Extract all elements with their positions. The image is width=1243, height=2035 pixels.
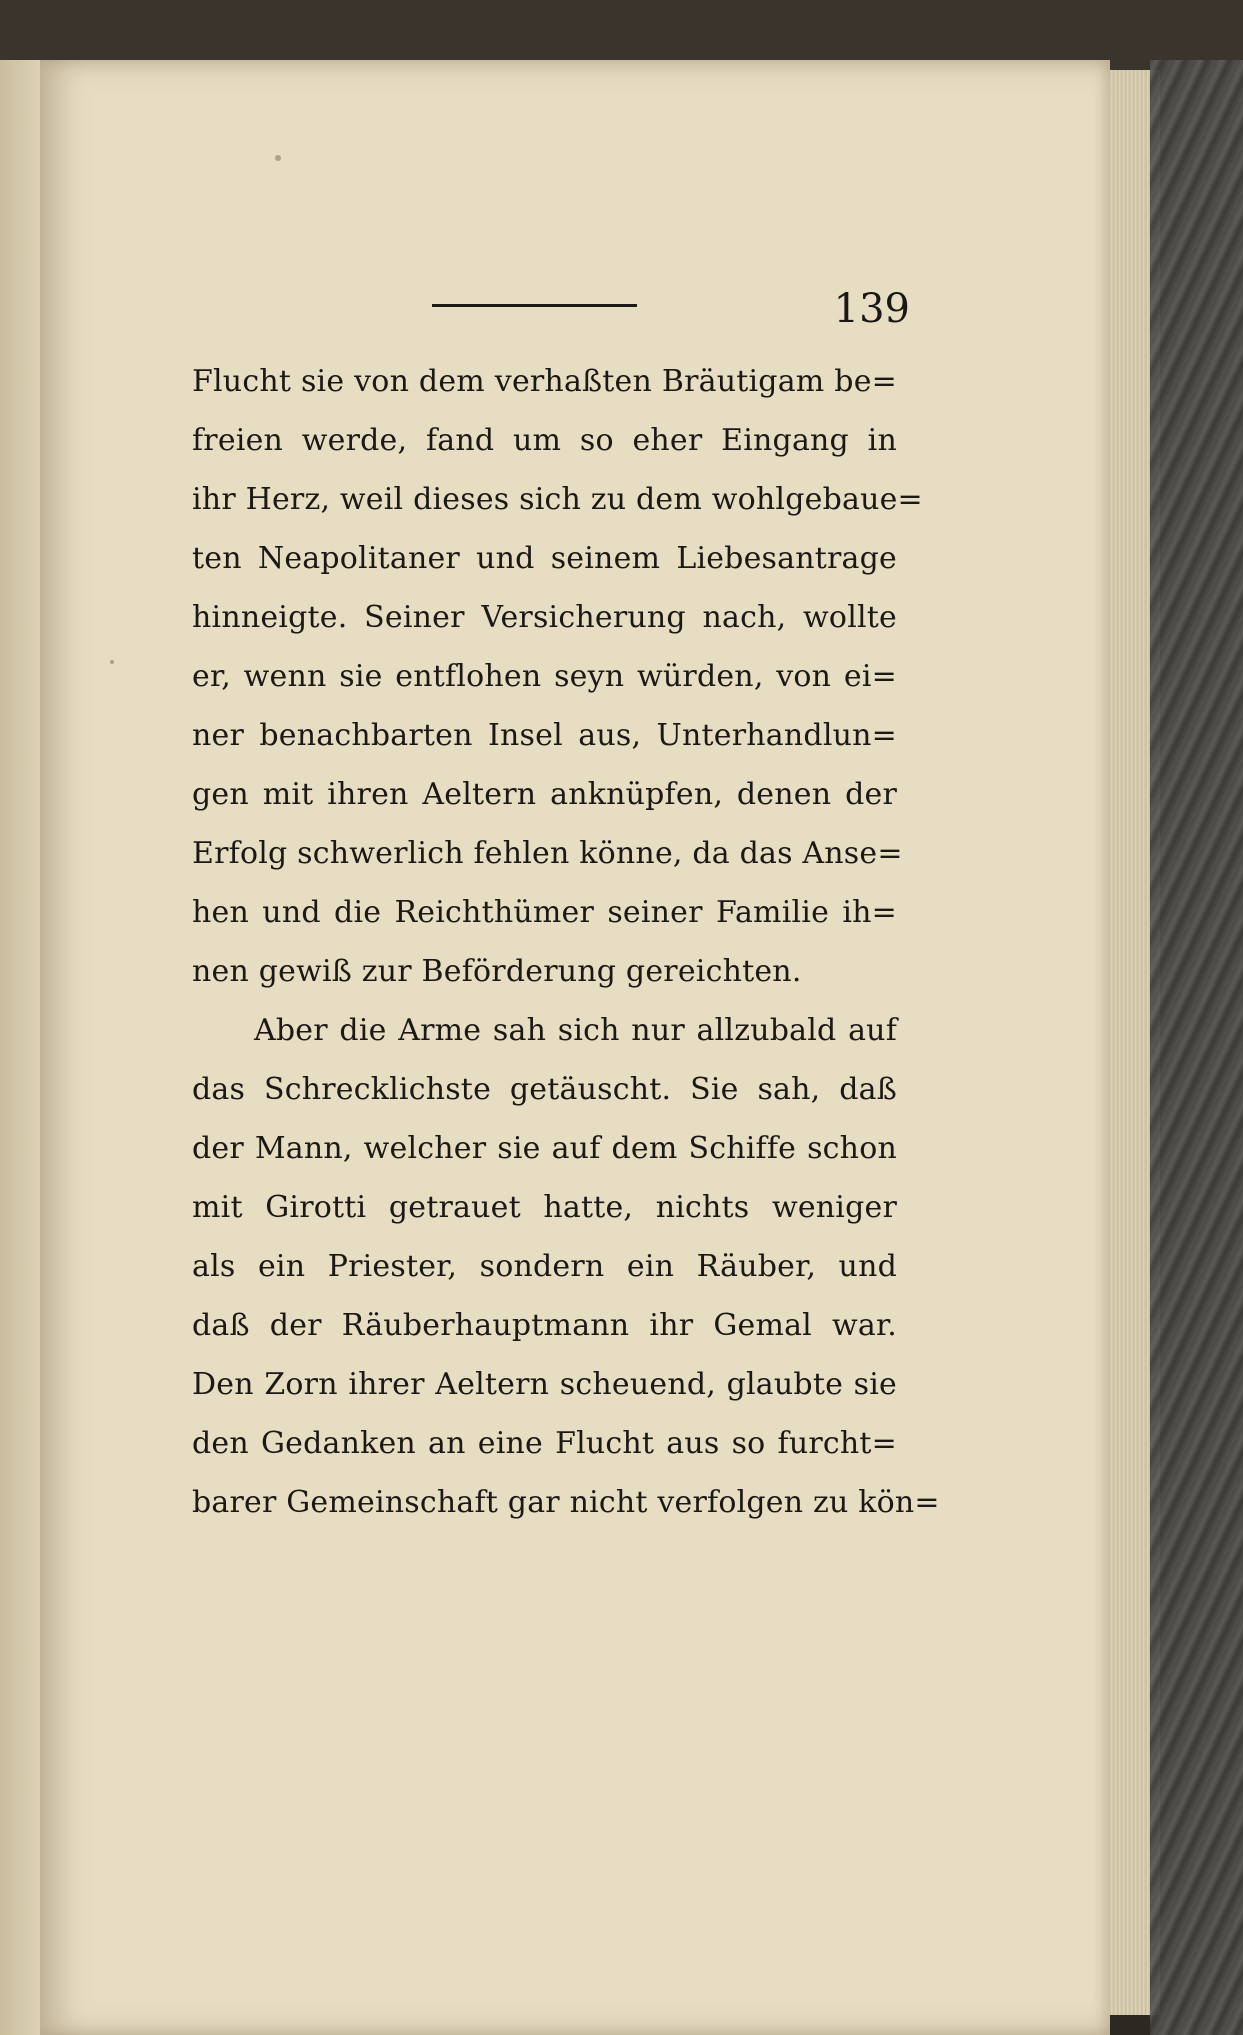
text-line: gen mit ihren Aeltern anknüpfen, denen der <box>192 777 897 812</box>
left-page-edge <box>0 60 40 2035</box>
text-line: barer Gemeinschaft gar nicht verfolgen zu kön= <box>192 1485 940 1520</box>
paper-speck <box>275 155 281 161</box>
text-line: Aber die Arme sah sich nur allzubald auf <box>254 1013 897 1048</box>
header-rule <box>432 304 637 307</box>
text-line: nen gewiß zur Beförderung gereichten. <box>192 954 802 989</box>
text-line: Erfolg schwerlich fehlen könne, da das Anse= <box>192 836 903 871</box>
page-text <box>192 352 940 1532</box>
text-line: hen und die Reichthümer seiner Familie ih= <box>192 895 897 930</box>
text-line: ner benachbarten Insel aus, Unterhandlun= <box>192 718 897 753</box>
text-line: das Schrecklichste getäuscht. Sie sah, daß <box>192 1072 897 1107</box>
paper-speck <box>110 660 114 664</box>
text-line: ten Neapolitaner und seinem Liebesantrage <box>192 541 897 576</box>
text-line: der Mann, welcher sie auf dem Schiffe schon <box>192 1131 897 1166</box>
text-line: als ein Priester, sondern ein Räuber, und <box>192 1249 897 1284</box>
page-number: 139 <box>833 286 910 332</box>
text-line: daß der Räuberhauptmann ihr Gemal war. <box>192 1308 897 1343</box>
text-line: ihr Herz, weil dieses sich zu dem wohlgebaue= <box>192 482 923 517</box>
text-line: hinneigte. Seiner Versicherung nach, wollte <box>192 600 897 635</box>
text-line: den Gedanken an eine Flucht aus so furcht= <box>192 1426 897 1461</box>
text-line: mit Girotti getrauet hatte, nichts weniger <box>192 1190 897 1225</box>
text-line: Den Zorn ihrer Aeltern scheuend, glaubte sie <box>192 1367 897 1402</box>
text-line: Flucht sie von dem verhaßten Bräutigam be= <box>192 364 897 399</box>
text-line: freien werde, fand um so eher Eingang in <box>192 423 897 458</box>
text-line: er, wenn sie entflohen seyn würden, von ei= <box>192 659 897 694</box>
book-cover <box>1150 60 1243 2035</box>
